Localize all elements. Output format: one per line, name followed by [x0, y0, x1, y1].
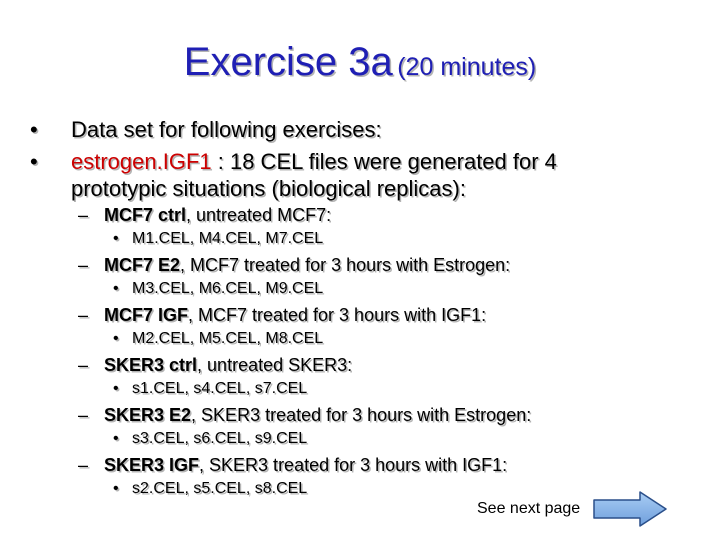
- condition-description: , untreated MCF7:: [186, 205, 332, 225]
- title-duration: (20 minutes): [397, 53, 537, 81]
- bullet-dot: •: [30, 117, 38, 142]
- bullet-continuation-text: prototypic situations (biological replicas):: [71, 176, 466, 201]
- bullet-dot: •: [30, 149, 38, 174]
- condition-name: MCF7 IGF: [104, 305, 188, 325]
- condition-description: , SKER3 treated for 3 hours with IGF1:: [199, 455, 508, 475]
- title-main: Exercise 3a: [183, 40, 393, 84]
- file-names: M1.CEL, M4.CEL, M7.CEL: [132, 230, 324, 247]
- dash-marker: –: [78, 255, 89, 275]
- dash-marker: –: [78, 355, 89, 375]
- next-page-label[interactable]: See next page: [477, 500, 581, 517]
- condition-description: , MCF7 treated for 3 hours with IGF1:: [188, 305, 487, 325]
- file-names: s1.CEL, s4.CEL, s7.CEL: [132, 380, 308, 397]
- condition-name: MCF7 ctrl: [104, 205, 187, 225]
- bullet-dot: •: [113, 280, 119, 297]
- bullet-dot: •: [113, 430, 119, 447]
- file-names: M2.CEL, M5.CEL, M8.CEL: [132, 330, 324, 347]
- condition-name: MCF7 E2: [104, 255, 181, 275]
- dataset-name: estrogen.IGF1: [71, 149, 212, 174]
- dash-marker: –: [78, 405, 89, 425]
- dash-marker: –: [78, 305, 89, 325]
- condition-name: SKER3 ctrl: [104, 355, 198, 375]
- slide-title: [0, 40, 720, 85]
- condition-name: SKER3 IGF: [104, 455, 200, 475]
- bullet-dot: •: [113, 480, 119, 497]
- file-names: s2.CEL, s5.CEL, s8.CEL: [132, 480, 308, 497]
- file-names: s3.CEL, s6.CEL, s9.CEL: [132, 430, 308, 447]
- dataset-description: : 18 CEL files were generated for 4: [211, 149, 557, 174]
- bullet-dot: •: [113, 380, 119, 397]
- file-names: M3.CEL, M6.CEL, M9.CEL: [132, 280, 324, 297]
- condition-description: , SKER3 treated for 3 hours with Estrogen:: [191, 405, 532, 425]
- condition-name: SKER3 E2: [104, 405, 192, 425]
- dash-marker: –: [78, 205, 89, 225]
- bullet-dot: •: [113, 330, 119, 347]
- bullet-dot: •: [113, 230, 119, 247]
- dash-marker: –: [78, 455, 89, 475]
- bullet-text: [71, 148, 557, 175]
- bullet-text: Data set for following exercises:: [71, 117, 382, 142]
- right-arrow-icon[interactable]: [592, 490, 668, 528]
- condition-description: , MCF7 treated for 3 hours with Estrogen:: [180, 255, 511, 275]
- condition-description: , untreated SKER3:: [197, 355, 353, 375]
